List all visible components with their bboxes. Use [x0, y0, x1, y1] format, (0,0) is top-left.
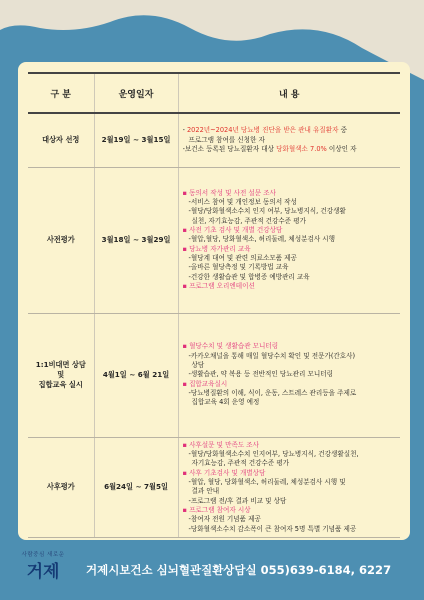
content-line — [183, 273, 397, 282]
row-content — [178, 113, 400, 167]
table-row — [28, 167, 400, 313]
row-date: 6월24일 ~ 7월5일 — [94, 437, 178, 538]
content-text: -생활습관, 약 복용 등 전반적인 당뇨관리 모니터링 — [188, 370, 333, 379]
content-text: 프로그램 참여를 신청한 자 — [188, 135, 265, 144]
content-line — [183, 459, 397, 468]
content-text: -당뇨병질환의 이해, 식이, 운동, 스트레스 관리등을 주제로 — [188, 389, 357, 398]
content-line — [183, 398, 397, 407]
content-line — [183, 217, 397, 226]
content-text: ▪ 집합교육실시 — [182, 379, 228, 388]
content-line — [183, 469, 397, 478]
content-text: -당화혈색소수치 감소폭이 큰 참여자 5명 특별 기념품 제공 — [188, 524, 357, 533]
logo-slogan: 사람중심 새로운 — [21, 552, 65, 558]
content-text: -혈압,혈당, 당화혈색소, 허리둘레, 체성분검사 시행 — [188, 235, 336, 244]
category-line: 집합교육 실시 — [38, 379, 83, 389]
content-text: 이상인 자 — [326, 144, 357, 153]
content-text: 당화혈색소 7.0% — [276, 144, 327, 153]
row-date: 4월1일 ~ 6월 21일 — [94, 313, 178, 437]
content-line — [183, 245, 397, 254]
table-row — [28, 313, 400, 437]
content-line — [183, 342, 397, 351]
content-line — [183, 136, 397, 145]
content-line — [183, 282, 397, 291]
table-header-row — [28, 73, 400, 113]
category-line: 및 — [57, 370, 65, 380]
content-text: -프로그램 전/후 결과 비교 및 상담 — [188, 496, 287, 505]
content-text: -보건소 등록된 당뇨질환자 대상 — [182, 144, 277, 153]
content-line — [183, 207, 397, 216]
geoje-logo — [20, 550, 66, 592]
row-content — [178, 167, 400, 313]
content-text: -서비스 참여 및 개인정보 동의서 작성 — [188, 197, 297, 206]
content-line — [183, 361, 397, 370]
content-line — [183, 235, 397, 244]
content-text: -참여자 전원 기념품 제공 — [188, 515, 261, 524]
content-text: 결과 안내 — [191, 487, 220, 496]
row-category — [28, 113, 94, 167]
content-text: - — [182, 126, 187, 135]
row-date: 2월19일 ~ 3월15일 — [94, 113, 178, 167]
category-line: 사전평가 — [46, 235, 75, 245]
content-text: 상담 — [191, 360, 205, 369]
content-text: 자기효능감, 주관적 건강수준 평가 — [191, 459, 290, 468]
logo-text: 거제 — [26, 562, 60, 582]
content-text: ▪ 혈당수치 및 생활습관 모니터링 — [182, 342, 279, 351]
content-line — [183, 254, 397, 263]
row-category — [28, 437, 94, 538]
content-text: 2022년~2024년 당뇨병 진단을 받은 관내 유질환자 — [186, 126, 339, 135]
content-line — [183, 478, 397, 487]
content-text: -올바른 혈당측정 및 기록방법 교육 — [188, 263, 289, 272]
content-line — [183, 126, 397, 135]
content-line — [183, 145, 397, 154]
contact-info: 거제시보건소 심뇌혈관질환상담실 055)639-6184, 6227 — [86, 563, 392, 577]
content-text: -혈압, 혈당, 당화혈색소, 허리둘레, 체성분검사 시행 및 — [188, 477, 346, 486]
table-row — [28, 437, 400, 538]
content-text: -혈당계 대여 및 관련 의료소모품 제공 — [188, 254, 297, 263]
row-category — [28, 167, 94, 313]
header-date: 운영일자 — [94, 73, 178, 113]
row-content — [178, 313, 400, 437]
content-text: ▪ 사전 기초 검사 및 개별 건강상담 — [182, 225, 283, 234]
category-line: 대상자 선정 — [42, 135, 80, 145]
content-line — [183, 370, 397, 379]
content-line — [183, 226, 397, 235]
row-content — [178, 437, 400, 538]
content-line — [183, 380, 397, 389]
content-line — [183, 525, 397, 534]
schedule-table — [28, 72, 400, 538]
content-line — [183, 487, 397, 496]
footer — [0, 548, 424, 592]
content-line — [183, 389, 397, 398]
content-text: ▪ 프로그램 참여자 시상 — [182, 506, 251, 515]
content-text: ▪ 프로그램 오리엔테이션 — [182, 282, 255, 291]
content-text: -혈당/당화혈색소수치 인지여부, 당뇨병지식, 건강생활실천, — [188, 449, 359, 458]
row-category — [28, 313, 94, 437]
content-text: -카카오채널을 통해 매일 혈당수치 확인 및 전문가(간호사) — [188, 351, 356, 360]
row-date: 3월18일 ~ 3월29일 — [94, 167, 178, 313]
content-line — [183, 441, 397, 450]
content-line — [183, 263, 397, 272]
table-row — [28, 113, 400, 167]
content-text: ▪ 사후 기초검사 및 개별상담 — [182, 468, 266, 477]
content-line — [183, 189, 397, 198]
header-content: 내 용 — [178, 73, 400, 113]
content-line — [183, 352, 397, 361]
category-line: 사후평가 — [46, 482, 75, 492]
content-text: -건강한 생활습관 및 합병증 예방관리 교육 — [188, 272, 310, 281]
content-text: -혈당/당화혈색소수치 인지 여부, 당뇨병지식, 건강생활 — [188, 207, 346, 216]
content-text: 집합교육 4회 운영 예정 — [191, 398, 260, 407]
content-line — [183, 515, 397, 524]
content-text: ▪ 사후설문 및 만족도 조사 — [182, 440, 260, 449]
content-line — [183, 450, 397, 459]
content-line — [183, 506, 397, 515]
content-text: 중 — [338, 126, 347, 135]
content-line — [183, 198, 397, 207]
content-text: 실천, 자기효능감, 주관적 건강수준 평가 — [191, 216, 306, 225]
schedule-panel — [18, 62, 410, 540]
header-category: 구 분 — [28, 73, 94, 113]
content-line — [183, 497, 397, 506]
content-text: ▪ 동의서 작성 및 사전 설문 조사 — [182, 188, 276, 197]
category-line: 1:1비대면 상담 — [35, 360, 86, 370]
content-text: ▪ 당뇨병 자가관리 교육 — [182, 244, 251, 253]
